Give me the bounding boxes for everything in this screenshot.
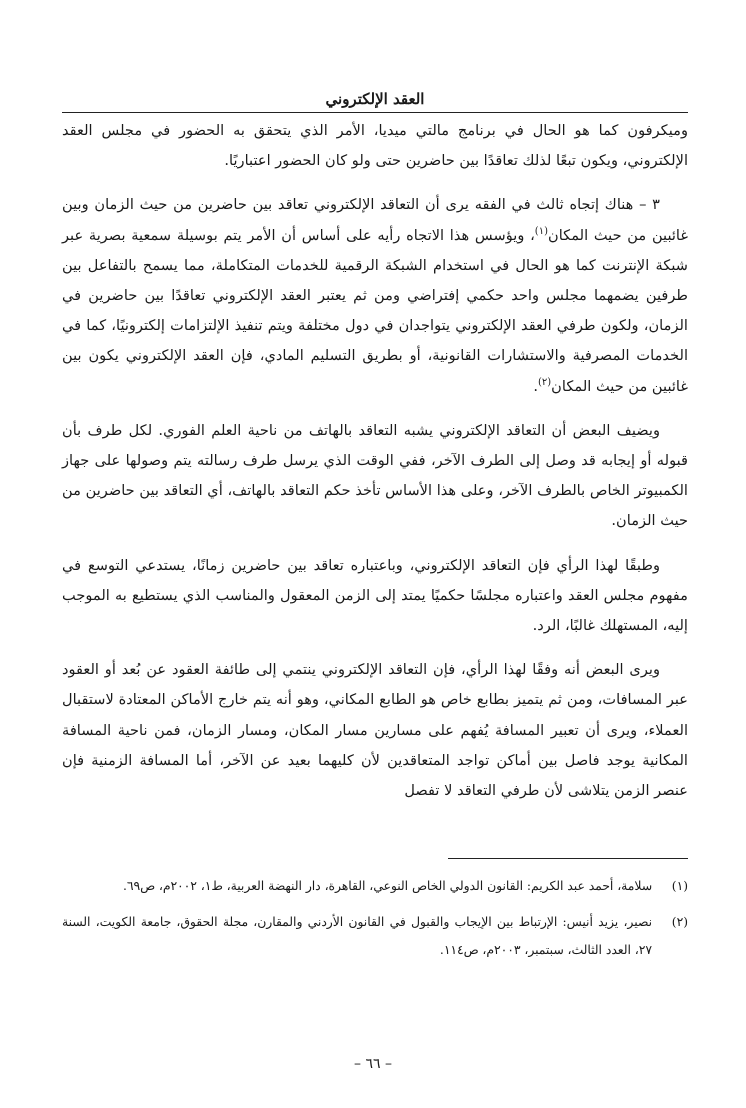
footnote-2	[62, 908, 688, 964]
paragraph-3: ويضيف البعض أن التعاقد الإلكتروني يشبه التعاقد بالهاتف من ناحية العلم الفوري. لكل طرف بأن قبوله أو إيجابه قد وصل إلى الطرف الآخر، ففي الوقت الذي يرسل طرف رسالته يتم وصولها على جهاز الكمبيوتر الخاص بالطرف الآخر، وعلى هذا الأساس تأخذ حكم التعاقد بالهاتف، أي التعاقد بين حاضرين من حيث الزمان.	[62, 421, 688, 530]
header-rule	[62, 112, 688, 113]
footnote-text: سلامة، أحمد عبد الكريم: القانون الدولي الخاص النوعي، القاهرة، دار النهضة العربية، ط١، ٢٠٠٢م، ص٦٩.	[122, 879, 652, 893]
footnotes	[62, 872, 688, 972]
footnote-ref-2[interactable]: (٢)	[537, 376, 552, 388]
paragraph-2-text-b: ، ويؤسس هذا الاتجاه رأيه على أساس أن الأمر يتم بوسيلة سمعية بصرية عبر شبكة الإنترنت كما هو الحال في استخدام الشبكة الرقمية للخدمات المتكاملة، مما يسمح بالتفاعل بين طرفين يضمهما مجلس واحد حكمي إفتراضي ومن ثم يعتبر العقد الإلكتروني تعاقدًا بين حاضرين في الزمان، ولكون طرفي العقد الإلكتروني يتواجدان في دول مختلفة ويتم تنفيذ الإلتزامات إلكترونيًا، كما في الخدمات المصرفية والاستشارات القانونية، أو بطريق التسليم المادي، فإن العقد الإلكتروني يكون بين غائبين من حيث المكان	[62, 226, 688, 395]
paragraph-2-text-c: .	[533, 377, 538, 395]
footnote-number: (١)	[671, 879, 688, 893]
page-number: – ٦٦ –	[354, 1056, 392, 1072]
footnote-number: (٢)	[671, 915, 688, 929]
body-text	[62, 116, 688, 806]
paragraph-1: وميكرفون كما هو الحال في برنامج مالتي ميديا، الأمر الذي يتحقق به الحضور في مجلس العقد الإلكتروني، ويكون تبعًا لذلك تعاقدًا بين حاضرين حتى ولو كان الحضور اعتباريًا.	[62, 122, 688, 170]
paragraph-5: ويرى البعض أنه وفقًا لهذا الرأي، فإن التعاقد الإلكتروني ينتمي إلى طائفة العقود عن بُعد أو العقود عبر المسافات، ومن ثم يتميز بطابع خاص هو الطابع المكاني، وهو أنه يتم خارج الأماكن المعتادة لاستقبال العملاء، ويرى أن تعبير المسافة يُفهم على مسارين مسار المكان، ومسار الزمان، فمن ناحية المسافة المكانية يوجد فاصل بين أماكن تواجد المتعاقدين لأن كليهما بعيد عن الآخر، أما المسافة الزمنية فإن عنصر الزمن يتلاشى لأن طرفي التعاقد لا تفصل	[62, 661, 688, 800]
footnote-text: نصير، يزيد أنيس: الإرتباط بين الإيجاب والقبول في القانون الأردني والمقارن، مجلة الحقوق، جامعة الكويت، السنة ٢٧، العدد الثالث، سبتمبر، ٢٠٠٣م، ص١١٤.	[62, 915, 652, 957]
footnote-separator	[448, 858, 688, 859]
running-header-title: العقد الإلكتروني	[325, 90, 425, 108]
paragraph-4: وطبقًا لهذا الرأي فإن التعاقد الإلكتروني، وباعتباره تعاقد بين حاضرين زمانًا، يستدعي التوسع في مفهوم مجلس العقد واعتباره مجلسًا حكميًا يمتد إلى الزمن المعقول والمناسب الذي يستطيع به الموجب إليه، المستهلك غالبًا، الرد.	[62, 556, 688, 635]
paragraph-2	[62, 190, 688, 401]
paragraph-2-text-a: ٣ – هناك إتجاه ثالث في الفقه يرى أن التعاقد الإلكتروني تعاقد بين حاضرين من حيث الزمان وبين غائبين من حيث المكان	[62, 196, 688, 244]
footnote-1	[62, 872, 688, 900]
footnote-ref-1[interactable]: (١)	[534, 225, 548, 237]
